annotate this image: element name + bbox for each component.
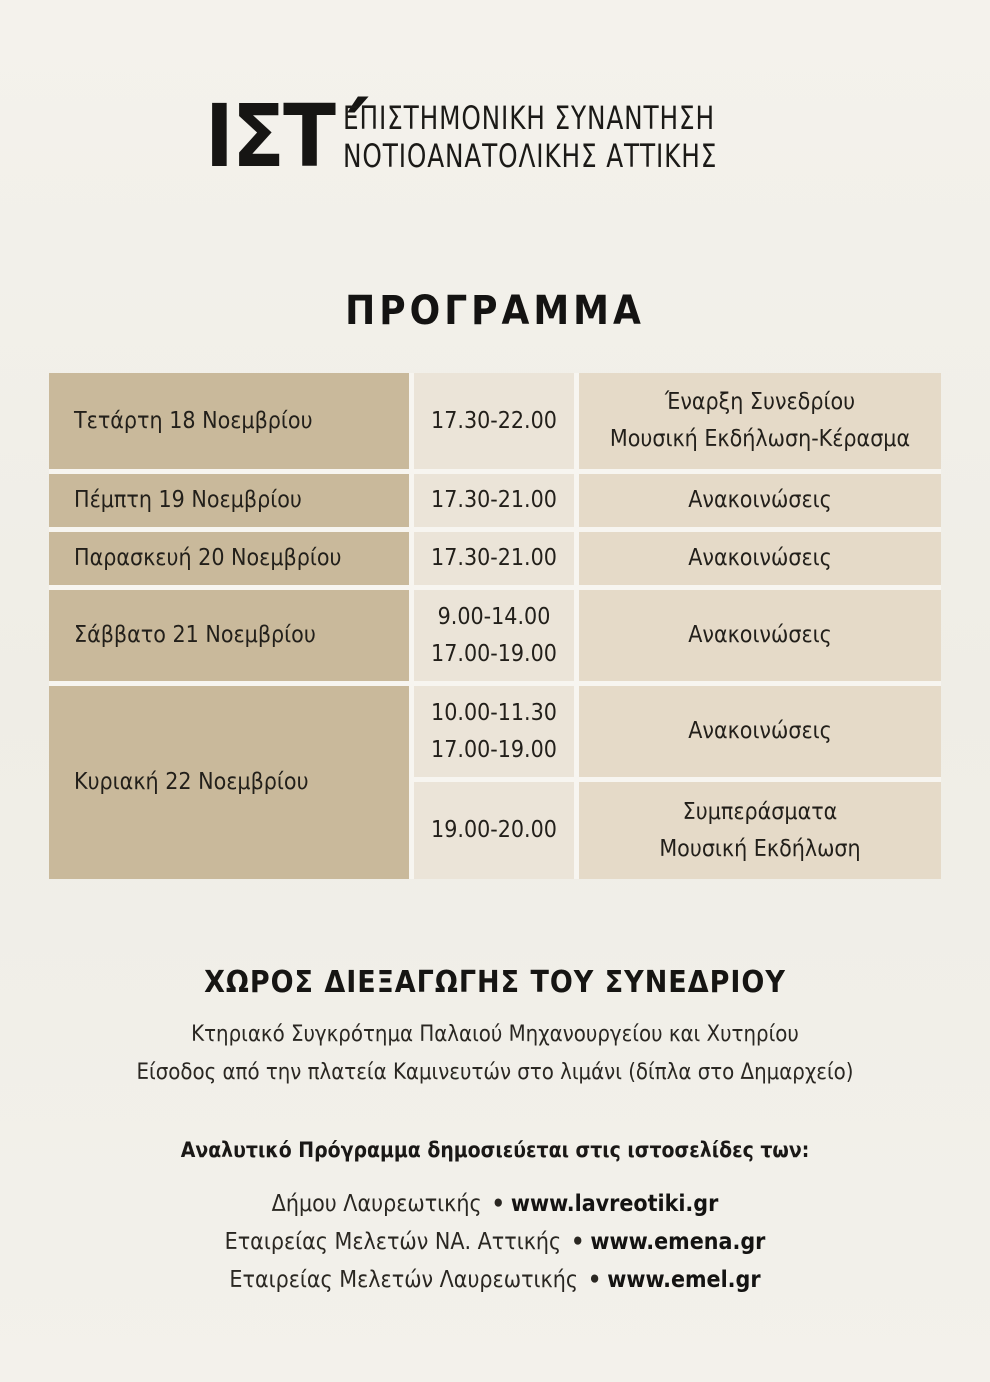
time-label: 17.30-21.00: [431, 487, 557, 513]
time-label: 9.00-14.00: [437, 603, 551, 630]
day-cell: [49, 532, 409, 585]
event-label: Ανακοινώσεις: [688, 718, 832, 744]
website-link[interactable]: www.emel.gr: [607, 1267, 761, 1293]
day-cell: [49, 590, 409, 681]
event-label: Μουσική Εκδήλωση: [659, 835, 861, 862]
website-row: [0, 1185, 990, 1223]
website-list: [0, 1185, 990, 1299]
time-cell: [414, 782, 574, 879]
event-cell: [579, 532, 941, 585]
event-label: Έναρξη Συνεδρίου: [664, 389, 856, 415]
event-cell: [579, 373, 941, 469]
organization-title: [343, 99, 717, 175]
day-label: Πέμπτη 19 Νοεμβρίου: [74, 487, 302, 513]
schedule-table: [49, 373, 941, 879]
day-label: Παρασκευή 20 Νοεμβρίου: [74, 545, 342, 571]
program-title: ΠΡΟΓΡΑΜΜΑ: [345, 288, 645, 334]
day-cell: [49, 373, 409, 469]
venue-address: [0, 1016, 990, 1092]
time-label: 17.30-22.00: [431, 407, 557, 434]
info-title: Αναλυτικό Πρόγραμμα δημοσιεύεται στις ιστοσελίδες των:: [180, 1138, 810, 1162]
venue-line2: Είσοδος από την πλατεία Καμινευτών στο λιμάνι (δίπλα στο Δημαρχείο): [136, 1060, 854, 1085]
event-cell: [579, 686, 941, 777]
time-cell: [414, 590, 574, 681]
time-label: 19.00-20.00: [431, 817, 557, 843]
event-cell: [579, 474, 941, 527]
day-cell: [49, 474, 409, 527]
website-owner: Δήμου Λαυρεωτικής: [271, 1191, 482, 1217]
time-label: 17.00-19.00: [431, 736, 557, 763]
event-label: Μουσική Εκδήλωση-Κέρασμα: [609, 426, 911, 452]
venue-title: ΧΩΡΟΣ ΔΙΕΞΑΓΩΓΗΣ ΤΟΥ ΣΥΝΕΔΡΙΟΥ: [204, 965, 786, 1000]
website-link[interactable]: www.emena.gr: [590, 1229, 766, 1255]
website-owner: Εταιρείας Μελετών Λαυρεωτικής: [229, 1267, 578, 1293]
event-cell: [579, 590, 941, 681]
header: [205, 87, 778, 187]
event-label: Ανακοινώσεις: [688, 622, 832, 648]
website-row: [0, 1223, 990, 1261]
website-link[interactable]: www.lavreotiki.gr: [510, 1191, 719, 1217]
website-owner: Εταιρείας Μελετών ΝΑ. Αττικής: [224, 1229, 562, 1255]
day-cell: [49, 686, 409, 879]
bullet-icon: •: [587, 1267, 602, 1293]
time-cell: [414, 532, 574, 585]
event-cell: [579, 782, 941, 879]
event-label: Ανακοινώσεις: [688, 487, 832, 513]
time-cell: [414, 686, 574, 777]
bullet-icon: •: [571, 1229, 585, 1255]
event-label: Ανακοινώσεις: [688, 545, 832, 571]
venue-line1: Κτηριακό Συγκρότημα Παλαιού Μηχανουργείου και Χυτηρίου: [191, 1022, 799, 1047]
logo: ΙΣΤ΄: [205, 87, 367, 187]
time-cell: [414, 474, 574, 527]
organization-title-line2: ΝΟΤΙΟΑΝΑΤΟΛΙΚΗΣ ΑΤΤΙΚΗΣ: [343, 137, 718, 175]
event-label: Συμπεράσματα: [682, 798, 838, 825]
organization-title-line1: ΕΠΙΣΤΗΜΟΝΙΚΗ ΣΥΝΑΝΤΗΣΗ: [343, 99, 715, 137]
day-label: Κυριακή 22 Νοεμβρίου: [74, 769, 309, 795]
day-label: Σάββατο 21 Νοεμβρίου: [74, 622, 316, 648]
day-label: Τετάρτη 18 Νοεμβρίου: [74, 407, 313, 434]
time-label: 17.00-19.00: [431, 640, 557, 667]
bullet-icon: •: [491, 1191, 505, 1217]
time-label: 10.00-11.30: [431, 699, 557, 726]
website-row: [0, 1261, 990, 1299]
time-cell: [414, 373, 574, 469]
time-label: 17.30-21.00: [431, 545, 557, 571]
